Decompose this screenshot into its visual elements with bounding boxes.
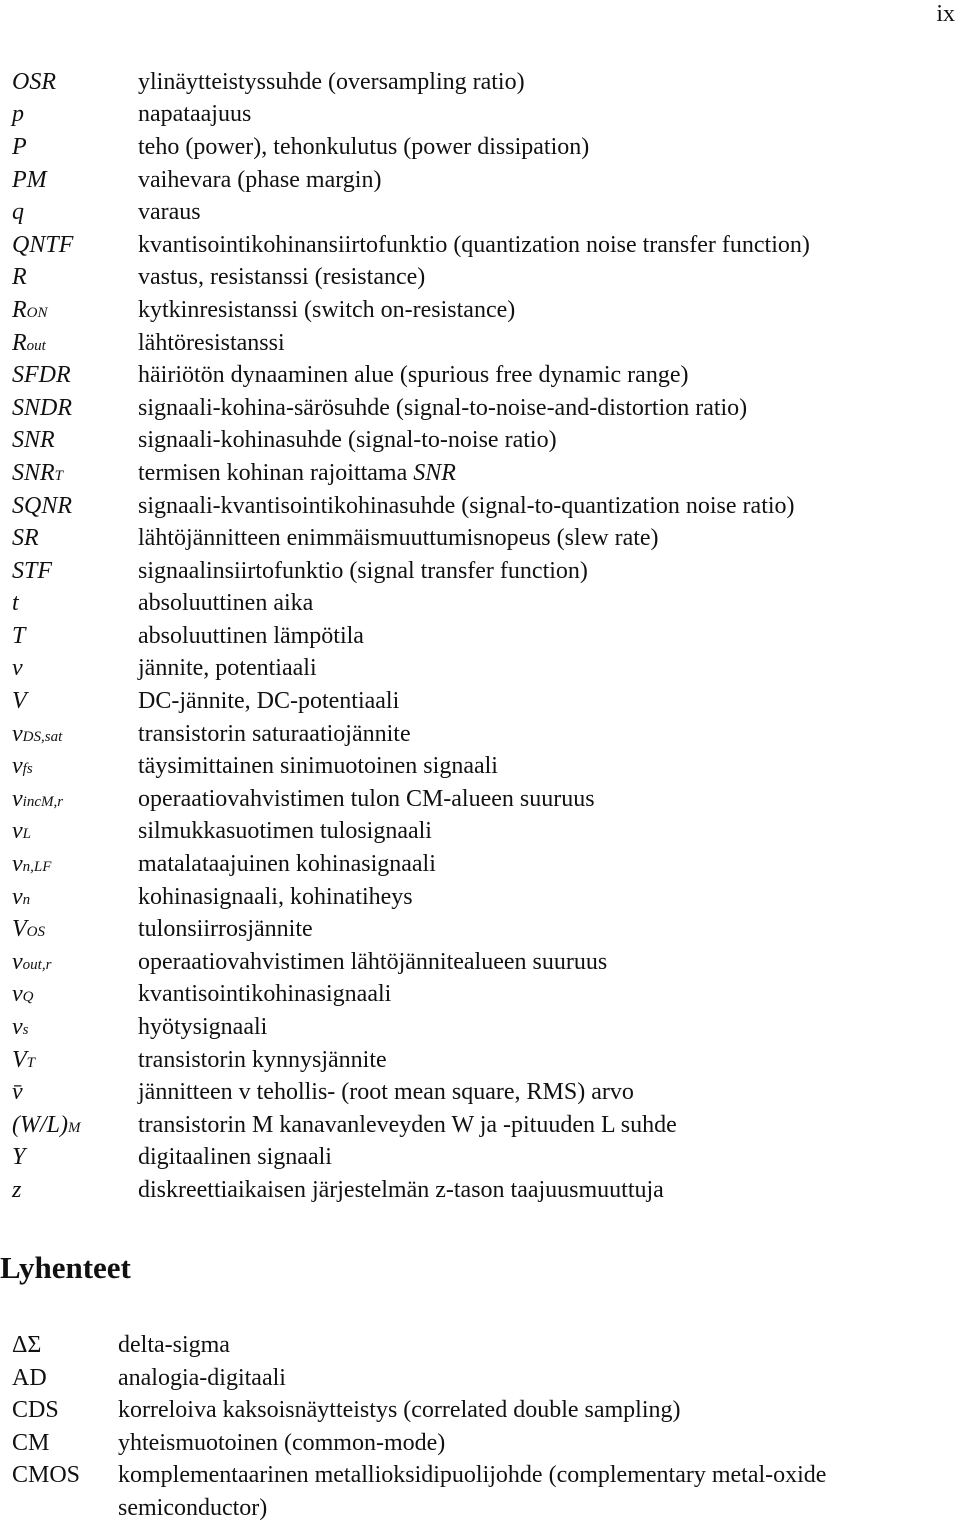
symbol-row — [12, 979, 958, 1012]
symbol-description-text: operaatiovahvistimen tulon CM-alueen suuruus — [138, 785, 595, 812]
symbol-row — [12, 1109, 958, 1142]
symbol-main: SNR — [12, 459, 55, 486]
symbol-description-text: signaalinsiirtofunktio (signal transfer function) — [138, 557, 588, 584]
symbol: v s — [12, 1014, 29, 1041]
symbol-description — [138, 590, 958, 617]
symbol-description — [138, 460, 958, 487]
symbol-main: V — [12, 1046, 27, 1073]
symbol-row — [12, 262, 958, 295]
symbol-description-text: vaihevara (phase margin) — [138, 166, 382, 193]
symbol: V T — [12, 1046, 36, 1073]
symbol-description — [138, 1014, 958, 1041]
symbol-description — [138, 134, 958, 161]
page-number: ix — [936, 1, 955, 27]
symbol-row — [12, 392, 958, 425]
symbol: v out,r — [12, 948, 52, 975]
symbol-description — [138, 395, 958, 422]
abbreviation: ΔΣ — [12, 1332, 42, 1358]
symbol-description — [138, 623, 958, 650]
symbol: SNR T — [12, 459, 64, 486]
symbol — [12, 688, 138, 715]
symbol-row — [12, 131, 958, 164]
symbol-row — [12, 881, 958, 914]
symbol-description-text: silmukkasuotimen tulosignaali — [138, 818, 432, 845]
symbol-description-text: matalataajuinen kohinasignaali — [138, 851, 436, 878]
symbol-main: V — [12, 916, 27, 943]
symbol — [12, 395, 138, 422]
symbol-main: SNDR — [12, 394, 72, 421]
symbol: v n,LF — [12, 851, 52, 878]
symbol-description-text: termisen kohinan rajoittama — [138, 459, 408, 486]
symbol-main: z — [12, 1176, 22, 1203]
abbreviation-description: analogia-digitaali — [118, 1364, 286, 1391]
symbol-row — [12, 620, 958, 653]
symbol-description-text: kvantisointikohinasignaali — [138, 981, 392, 1008]
symbol: v DS,sat — [12, 720, 63, 747]
symbol-row — [12, 164, 958, 197]
symbol-description-text: kvantisointikohinansiirtofunktio (quantization noise transfer function) — [138, 231, 810, 258]
symbol — [12, 655, 138, 682]
symbol-description — [138, 264, 958, 291]
symbol-row — [12, 816, 958, 849]
symbol — [12, 362, 138, 389]
symbol-description-text: jännitteen v tehollis- (root mean square, RMS) arvo — [138, 1079, 634, 1106]
symbol-row — [12, 1076, 958, 1109]
symbol: v L — [12, 818, 31, 845]
symbol-main: R — [12, 296, 27, 323]
symbol-main: v — [12, 1014, 23, 1041]
symbol-main: SFDR — [12, 362, 71, 389]
symbol-description — [138, 1047, 958, 1074]
symbol-main: QNTF — [12, 231, 74, 258]
symbol-description — [138, 101, 958, 128]
symbol-description-text: teho (power), tehonkulutus (power dissipation) — [138, 133, 590, 160]
symbol-main: v — [12, 981, 23, 1008]
symbol-description — [138, 981, 958, 1008]
symbol — [12, 427, 138, 454]
abbreviation-row — [12, 1459, 958, 1524]
symbol-description-text: signaali-kohina-särösuhde (signal-to-noise-and-distortion ratio) — [138, 394, 748, 421]
symbol-main: R — [12, 264, 27, 291]
abbreviation-description: delta-sigma — [118, 1332, 230, 1358]
symbol — [12, 623, 138, 650]
symbol: V OS — [12, 916, 46, 943]
symbol-row — [12, 718, 958, 751]
symbol-row — [12, 588, 958, 621]
symbol-description-text: varaus — [138, 199, 201, 226]
abbreviation-row — [12, 1329, 958, 1362]
symbol-main: Y — [12, 1144, 26, 1171]
symbol-row — [12, 196, 958, 229]
symbol-description-text: vastus, resistanssi (resistance) — [138, 264, 426, 291]
symbol-description — [138, 69, 958, 96]
symbol: v Q — [12, 981, 34, 1008]
symbol-main: P — [12, 133, 27, 160]
symbol: (W/L) M — [12, 1111, 81, 1138]
symbol-description-text: signaali-kvantisointikohinasuhde (signal-to-quantization noise ratio) — [138, 492, 795, 519]
symbol-description — [138, 753, 958, 780]
symbol-main: V — [12, 688, 27, 715]
symbol-description — [138, 721, 958, 748]
symbol-row — [12, 99, 958, 132]
symbol-row — [12, 490, 958, 523]
symbol-description — [138, 1144, 958, 1171]
symbol — [12, 134, 138, 161]
symbol — [12, 1144, 138, 1171]
symbol-description — [138, 916, 958, 943]
symbol-main: SNR — [12, 427, 55, 454]
symbol-main: v̄ — [12, 1079, 23, 1106]
abbreviation: CDS — [12, 1397, 59, 1424]
symbol-description-text: jännite, potentiaali — [138, 655, 317, 682]
symbol-main: OSR — [12, 68, 56, 95]
symbol-description-text: hyötysignaali — [138, 1014, 268, 1041]
symbol-row — [12, 457, 958, 490]
symbol-main: PM — [12, 166, 47, 193]
symbol-description-text: absoluuttinen aika — [138, 590, 314, 617]
symbol-row — [12, 522, 958, 555]
symbol-description-text: digitaalinen signaali — [138, 1144, 332, 1171]
abbreviation-row — [12, 1394, 958, 1427]
symbol-description — [138, 884, 958, 911]
symbol-description — [138, 427, 958, 454]
symbol-description — [138, 786, 958, 813]
symbol — [12, 101, 138, 128]
symbol-row — [12, 653, 958, 686]
symbol-row — [12, 294, 958, 327]
symbol-description-text: absoluuttinen lämpötila — [138, 622, 364, 649]
symbol-main: t — [12, 590, 19, 617]
symbol-row — [12, 1174, 958, 1207]
symbol — [12, 264, 138, 291]
symbol-main: v — [12, 948, 23, 975]
symbol-description — [138, 655, 958, 682]
symbol — [12, 558, 138, 585]
symbol-description — [138, 297, 958, 324]
symbol-description-text: transistorin M kanavanleveyden W ja -pituuden L suhde — [138, 1111, 677, 1138]
abbreviation-description: komplementaarinen metallioksidipuolijohde (complementary metal-oxide semiconductor) — [118, 1462, 827, 1521]
symbol-description-text: napataajuus — [138, 101, 252, 128]
symbol-description — [138, 167, 958, 194]
symbol-description-text: diskreettiaikaisen järjestelmän z-tason taajuusmuuttuja — [138, 1176, 664, 1203]
symbol-description-text: tulonsiirrosjännite — [138, 916, 313, 943]
abbreviation-row — [12, 1362, 958, 1395]
symbol-description-text: ylinäytteistyssuhde (oversampling ratio) — [138, 68, 525, 95]
symbol-row — [12, 1044, 958, 1077]
symbol — [12, 1079, 138, 1106]
symbol-description-italic: SNR — [413, 459, 456, 486]
symbol-description — [138, 362, 958, 389]
symbol-row — [12, 229, 958, 262]
abbreviation-description: korreloiva kaksoisnäytteistys (correlated double sampling) — [118, 1397, 681, 1424]
symbol-description — [138, 1177, 958, 1204]
abbreviation: CM — [12, 1429, 50, 1456]
symbol-row — [12, 750, 958, 783]
symbol-main: p — [12, 101, 24, 128]
symbol-main: T — [12, 622, 26, 649]
symbol: R ON — [12, 296, 48, 323]
symbol-description-text: täysimittainen sinimuotoinen signaali — [138, 753, 498, 780]
symbol-description-text: kohinasignaali, kohinatiheys — [138, 883, 413, 910]
symbol-description — [138, 199, 958, 226]
symbol-description — [138, 949, 958, 976]
symbol: v n — [12, 883, 31, 910]
symbol-main: v — [12, 720, 23, 747]
symbol-list — [12, 66, 958, 1207]
abbreviation: AD — [12, 1364, 47, 1391]
symbol-row — [12, 946, 958, 979]
symbol-row — [12, 555, 958, 588]
symbol-description-text: DC-jännite, DC-potentiaali — [138, 688, 400, 715]
symbol-description-text: lähtöjännitteen enimmäismuuttumisnopeus (slew rate) — [138, 525, 659, 552]
symbol-row — [12, 1142, 958, 1175]
symbol-description — [138, 688, 958, 715]
symbol — [12, 232, 138, 259]
symbol-main: (W/L) — [12, 1111, 68, 1138]
symbol-row — [12, 783, 958, 816]
abbreviation: CMOS — [12, 1462, 81, 1489]
symbol-row — [12, 327, 958, 360]
symbol-row — [12, 1011, 958, 1044]
symbol-description — [138, 1079, 958, 1106]
symbol-main: v — [12, 818, 23, 845]
abbreviation-list — [12, 1329, 958, 1525]
symbol — [12, 199, 138, 226]
symbol-row — [12, 913, 958, 946]
symbol-description — [138, 493, 958, 520]
abbreviation-row — [12, 1427, 958, 1460]
symbol-main: SR — [12, 525, 39, 552]
symbol: v fs — [12, 753, 33, 780]
symbol — [12, 1177, 138, 1204]
symbol-row — [12, 425, 958, 458]
symbol-description — [138, 1112, 958, 1139]
symbol-main: R — [12, 329, 27, 356]
symbol — [12, 590, 138, 617]
symbol-description — [138, 330, 958, 357]
symbol-main: STF — [12, 557, 53, 584]
symbol-main: SQNR — [12, 492, 72, 519]
symbol-description-text: häiriötön dynaaminen alue (spurious free dynamic range) — [138, 362, 689, 389]
symbol-main: v — [12, 753, 23, 780]
symbol-row — [12, 66, 958, 99]
symbol-main: v — [12, 851, 23, 878]
symbol-row — [12, 685, 958, 718]
abbreviations-heading: Lyhenteet — [0, 1250, 131, 1285]
symbol-description — [138, 558, 958, 585]
abbreviation-description: yhteismuotoinen (common-mode) — [118, 1429, 446, 1456]
symbol — [12, 493, 138, 520]
symbol — [12, 525, 138, 552]
symbol-description-text: lähtöresistanssi — [138, 329, 285, 356]
symbol-description-text: signaali-kohinasuhde (signal-to-noise ratio) — [138, 427, 557, 454]
symbol-description — [138, 851, 958, 878]
symbol-row — [12, 359, 958, 392]
symbol-main: v — [12, 883, 23, 910]
symbol-description — [138, 525, 958, 552]
symbol-main: q — [12, 199, 24, 226]
symbol-description-text: kytkinresistanssi (switch on-resistance) — [138, 296, 516, 323]
symbol-description — [138, 232, 958, 259]
symbol — [12, 69, 138, 96]
symbol: v incM,r — [12, 785, 64, 812]
symbol-description-text: transistorin saturaatiojännite — [138, 720, 411, 747]
symbol-row — [12, 848, 958, 881]
symbol-description-text: transistorin kynnysjännite — [138, 1046, 387, 1073]
symbol — [12, 167, 138, 194]
symbol-main: v — [12, 785, 23, 812]
symbol: R out — [12, 329, 46, 356]
symbol-description — [138, 818, 958, 845]
symbol-main: v — [12, 655, 23, 682]
symbol-description-text: operaatiovahvistimen lähtöjännitealueen suuruus — [138, 948, 608, 975]
